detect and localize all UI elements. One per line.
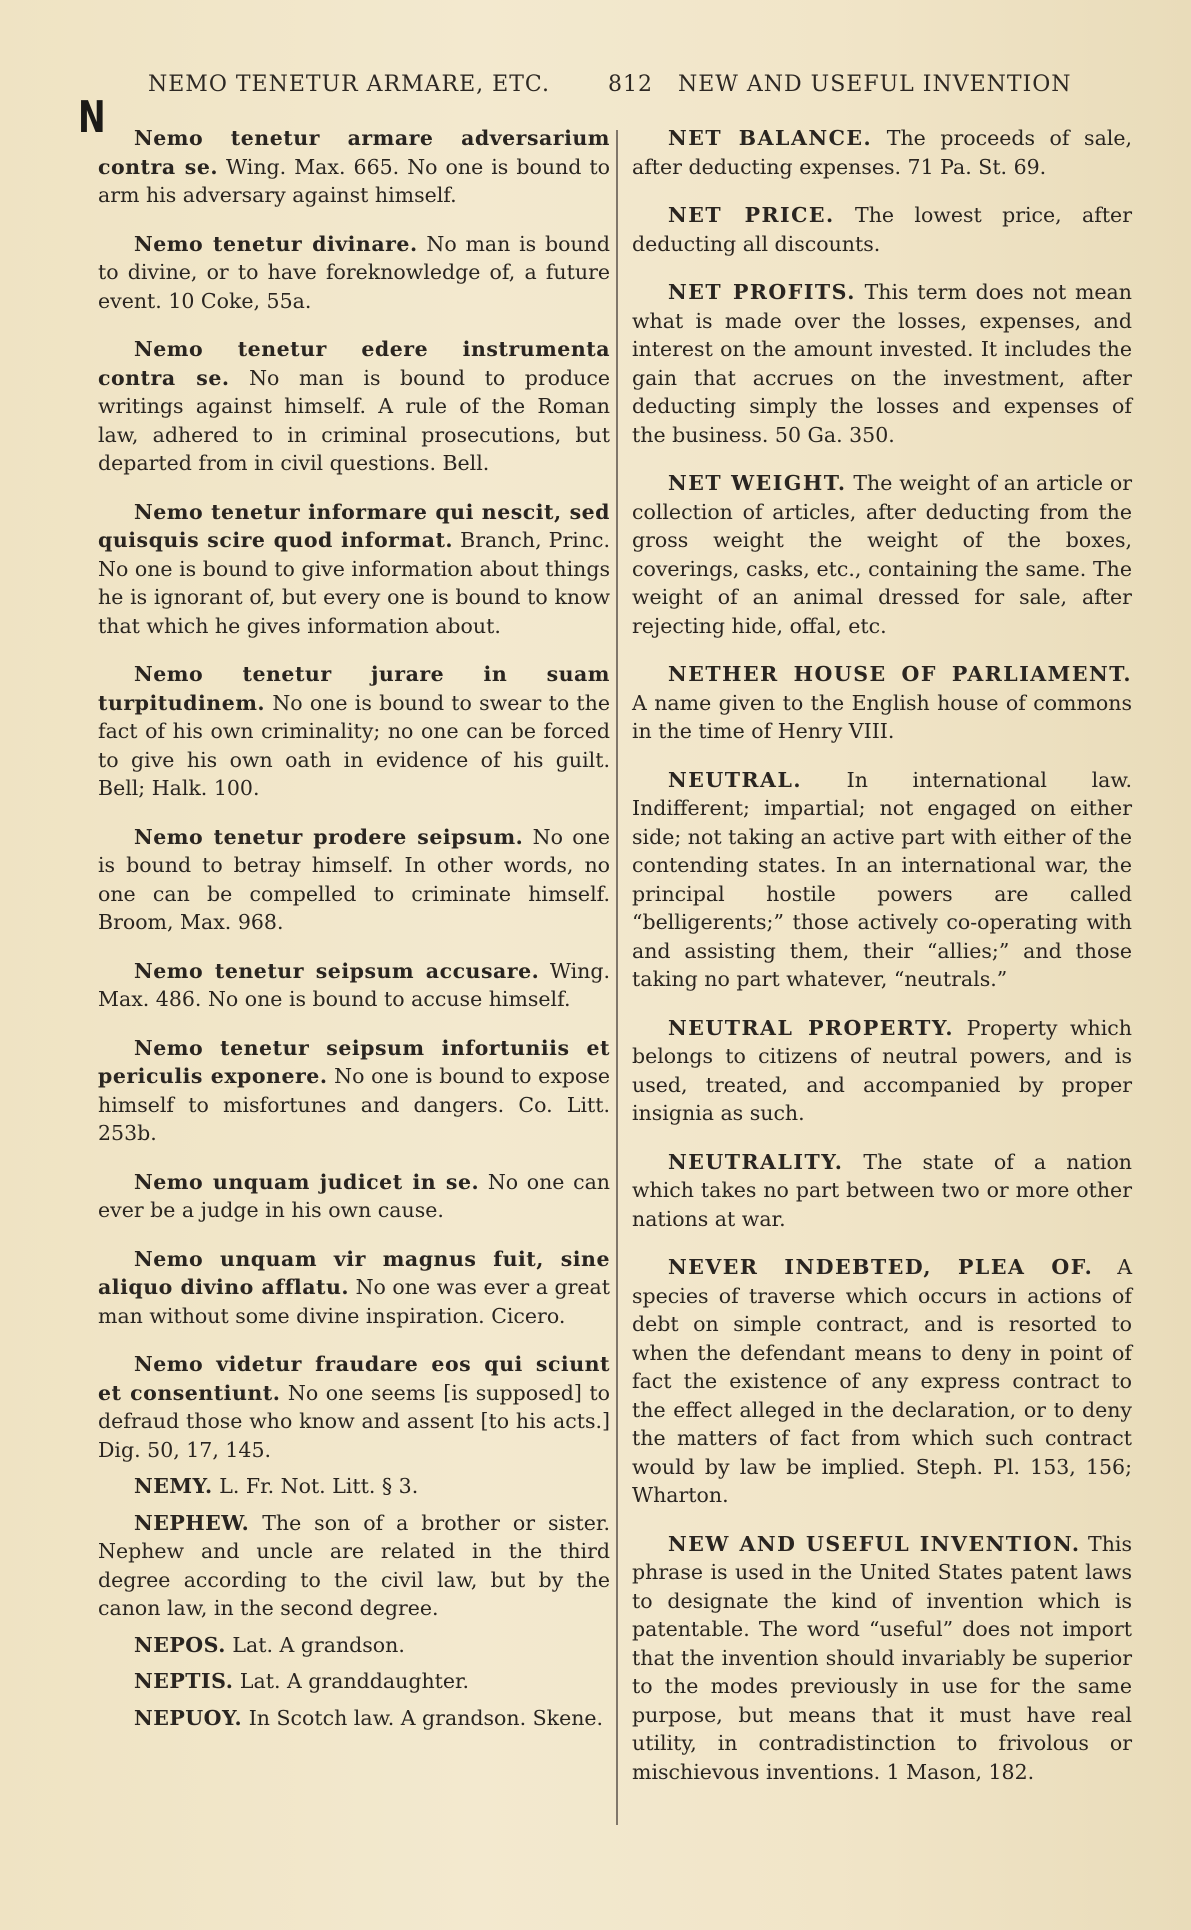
entry-definition: No man is bound to produce writings against himself. A rule of the Roman law, adhered to in criminal prosecutions, but departed from in civil questions. Bell. (98, 365, 610, 475)
entry (98, 1168, 610, 1225)
entry (98, 957, 610, 1014)
entry (98, 1667, 610, 1696)
entry-definition: L. Fr. Not. Litt. § 3. (219, 1474, 419, 1498)
entry-term: NEPOS. (134, 1632, 226, 1657)
thumb-index-letter: N (78, 92, 106, 143)
entry-definition: The state of a nation which takes no part between two or more other nations at war. (632, 1149, 1132, 1231)
entry-term: NET WEIGHT. (668, 471, 847, 495)
entry-term: Nemo unquam judicet in se. (134, 1169, 480, 1194)
entry (632, 278, 1132, 449)
entry-definition: The weight of an article or collection of articles, after deducting from the gross weight the weight of the boxes, coverings, casks, etc., containing the same. The weight of an animal dressed for sale, after rejecting hide, offal, etc. (632, 471, 1132, 638)
entry (632, 766, 1132, 994)
entry-definition: No one was ever a great man without some divine inspiration. Cicero. (98, 1275, 610, 1328)
entry (98, 498, 610, 641)
entry-term: Nemo tenetur jurare in suam turpitudinem. (98, 662, 610, 715)
entry-term: NEPUOY. (134, 1705, 243, 1730)
entry-term: NETHER HOUSE OF PARLIAMENT. (668, 662, 1132, 686)
entry (632, 660, 1132, 746)
entry-definition: No one is bound to betray himself. In other words, no one can be compelled to criminate himself. Broom, Max. 968. (98, 824, 610, 934)
entry-term: Nemo tenetur divinare. (134, 231, 418, 256)
entry (98, 1704, 610, 1733)
entry (98, 1472, 610, 1501)
entry-term: NEPTIS. (134, 1669, 234, 1693)
entry (98, 1350, 610, 1464)
entry-definition: The son of a brother or sister. Nephew and uncle are related in the third degree according to the civil law, but by the canon law, in the second degree. (98, 1510, 610, 1620)
entry-term: NET PROFITS. (668, 280, 856, 304)
entry (632, 1530, 1132, 1787)
entry (98, 823, 610, 937)
entry-definition: Branch, Princ. No one is bound to give information about things he is ignorant of, but every one is bound to know that which he gives information about. (98, 528, 610, 638)
entry-definition: This term does not mean what is made over the losses, expenses, and interest on the amount invested. It includes the gain that accrues on the investment, after deducting simply the losses and expenses of the business. 50 Ga. 350. (632, 280, 1132, 447)
entry-term: NEW AND USEFUL INVENTION. (668, 1531, 1081, 1556)
entry (98, 230, 610, 316)
entry-definition: The proceeds of sale, after deducting expenses. 71 Pa. St. 69. (632, 126, 1133, 179)
entry-definition: A species of traverse which occurs in actions of debt on simple contract, and is resorted to when the defendant means to deny in point of fact the existence of any express contract to the effect alleged in the declaration, or to deny the matters of fact from which such contract would by law be implied. Steph. Pl. 153, 156; Wharton. (632, 1255, 1132, 1507)
entry (98, 1034, 610, 1148)
entry (632, 201, 1132, 258)
entry (632, 1148, 1132, 1234)
page-number: 812 (608, 72, 653, 97)
entry (632, 469, 1132, 640)
entry-term: NET PRICE. (668, 203, 835, 227)
entry (98, 1509, 610, 1623)
entry-definition: No one can ever be a judge in his own cause. (98, 1169, 610, 1222)
entry-term: Nemo tenetur informare qui nescit, sed quisquis scire quod informat. (98, 499, 610, 552)
entry-definition: A name given to the English house of commons in the time of Henry VIII. (632, 690, 1132, 743)
entry-term: Nemo tenetur seipsum infortuniis et periculis exponere. (98, 1035, 610, 1088)
entry-definition: No one seems [is supposed] to defraud those who know and assent [to his acts.] Dig. 50, 17, 145. (98, 1380, 610, 1462)
right-column (632, 124, 1132, 1806)
entry-definition: Lat. A grandson. (232, 1632, 405, 1657)
entry (632, 1014, 1132, 1128)
entry-definition: Wing. Max. 486. No one is bound to accuse himself. (98, 958, 610, 1011)
entry-term: Nemo videtur fraudare eos qui sciunt et consentiunt. (98, 1352, 610, 1405)
entry-term: NEUTRALITY. (668, 1149, 844, 1174)
entry-term: Nemo unquam vir magnus fuit, sine aliquo divino afflatu. (98, 1246, 610, 1299)
entry (632, 124, 1132, 181)
entry-definition: Property which belongs to citizens of neutral powers, and is used, treated, and accompanied by proper insignia as such. (632, 1015, 1132, 1125)
entry-term: NET BALANCE. (668, 126, 873, 150)
entry (98, 1631, 610, 1660)
entry-definition: No one is bound to expose himself to misfortunes and dangers. Co. Litt. 253b. (98, 1064, 610, 1145)
entry-definition: This phrase is used in the United States patent laws to designate the kind of invention which is patentable. The word “useful” does not import that the invention should invariably be superior to the modes previously in use for the same purpose, but means that it must have real utility, in contradistinction to frivolous or mischievous inventions. 1 Mason, 182. (632, 1531, 1132, 1784)
entry (98, 1245, 610, 1331)
column-divider (616, 130, 618, 1825)
entry-definition: The lowest price, after deducting all discounts. (632, 203, 1132, 256)
entry-definition: In Scotch law. A grandson. Skene. (248, 1705, 604, 1730)
entry-term: Nemo tenetur armare adversarium contra se. (98, 126, 610, 179)
entry (632, 1253, 1132, 1510)
entry (98, 335, 610, 478)
entry-term: NEMY. (134, 1474, 213, 1498)
entry-term: Nemo tenetur prodere seipsum. (134, 824, 524, 849)
entry (98, 124, 610, 210)
entry-term: NEUTRAL PROPERTY. (668, 1015, 954, 1040)
header-right-guide-word: NEW AND USEFUL INVENTION (678, 72, 1072, 97)
entry-term: Nemo tenetur edere instrumenta contra se. (98, 337, 610, 390)
entry-definition: Lat. A granddaughter. (239, 1669, 470, 1693)
entry (98, 660, 610, 803)
entry-term: Nemo tenetur seipsum accusare. (134, 958, 540, 983)
header-left-guide-word: NEMO TENETUR ARMARE, ETC. (148, 72, 550, 97)
entry-definition: In international law. Indifferent; impartial; not engaged on either side; not taking an active part with either of the contending states. In an international war, the principal hostile powers are called “belligerents;” those actively co-operating with and assisting them, their “allies;” and those taking no part whatever, “neutrals.” (632, 767, 1132, 991)
entry-term: NEPHEW. (134, 1510, 250, 1535)
entry-term: NEVER INDEBTED, PLEA OF. (668, 1255, 1094, 1279)
entry-definition: Wing. Max. 665. No one is bound to arm his adversary against himself. (98, 154, 610, 207)
left-column (98, 124, 610, 1740)
entry-term: NEUTRAL. (668, 767, 802, 792)
entry-definition: No man is bound to divine, or to have foreknowledge of, a future event. 10 Coke, 55a. (98, 231, 610, 313)
entry-definition: No one is bound to swear to the fact of his own criminality; no one can be forced to give his own oath in evidence of his guilt. Bell; Halk. 100. (98, 690, 610, 800)
